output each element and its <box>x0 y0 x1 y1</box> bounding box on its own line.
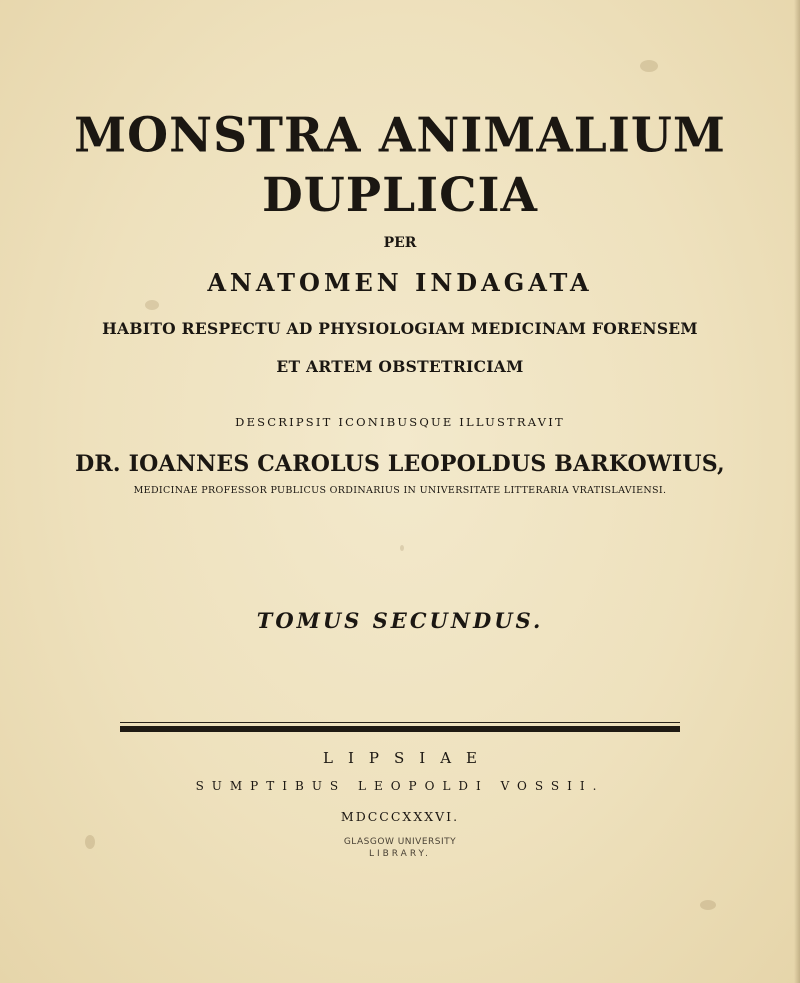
volume-label: TOMUS SECUNDUS. <box>256 608 544 633</box>
library-stamp-line-2: LIBRARY. <box>368 849 432 859</box>
paper-speck <box>145 300 159 310</box>
title-per: PER <box>383 235 417 251</box>
imprint-place: LIPSIAE <box>323 749 492 767</box>
imprint-publisher: SUMPTIBUS LEOPOLDI VOSSII. <box>195 779 605 793</box>
imprint-year: MDCCCXXXVI. <box>340 809 460 824</box>
library-stamp-line-1: GLASGOW UNIVERSITY <box>343 837 457 847</box>
paper-speck <box>85 835 95 849</box>
author-name: DR. IOANNES CAROLUS LEOPOLDUS BARKOWIUS, <box>75 451 725 477</box>
divider-thin <box>120 722 680 723</box>
title-line-1: MONSTRA ANIMALIUM <box>74 107 726 164</box>
subtitle-line-1: HABITO RESPECTU AD PHYSIOLOGIAM MEDICINAM FORENSEM <box>102 319 698 338</box>
subtitle-line-2: ET ARTEM OBSTETRICIAM <box>276 357 524 376</box>
author-profession: MEDICINAE PROFESSOR PUBLICUS ORDINARIUS IN UNIVERSITATE LITTERARIA VRATISLAVIENSI. <box>133 485 667 496</box>
paper-speck <box>400 545 404 551</box>
title-line-2: DUPLICIA <box>262 168 538 223</box>
library-stamp <box>0 836 800 860</box>
paper-speck <box>640 60 658 72</box>
paper-speck <box>700 900 716 910</box>
illustration-credit: DESCRIPSIT ICONIBUSQUE ILLUSTRAVIT <box>235 415 565 429</box>
page-edge-shadow <box>794 0 800 983</box>
title-line-3: ANATOMEN INDAGATA <box>207 268 593 297</box>
divider-thick <box>120 726 680 732</box>
